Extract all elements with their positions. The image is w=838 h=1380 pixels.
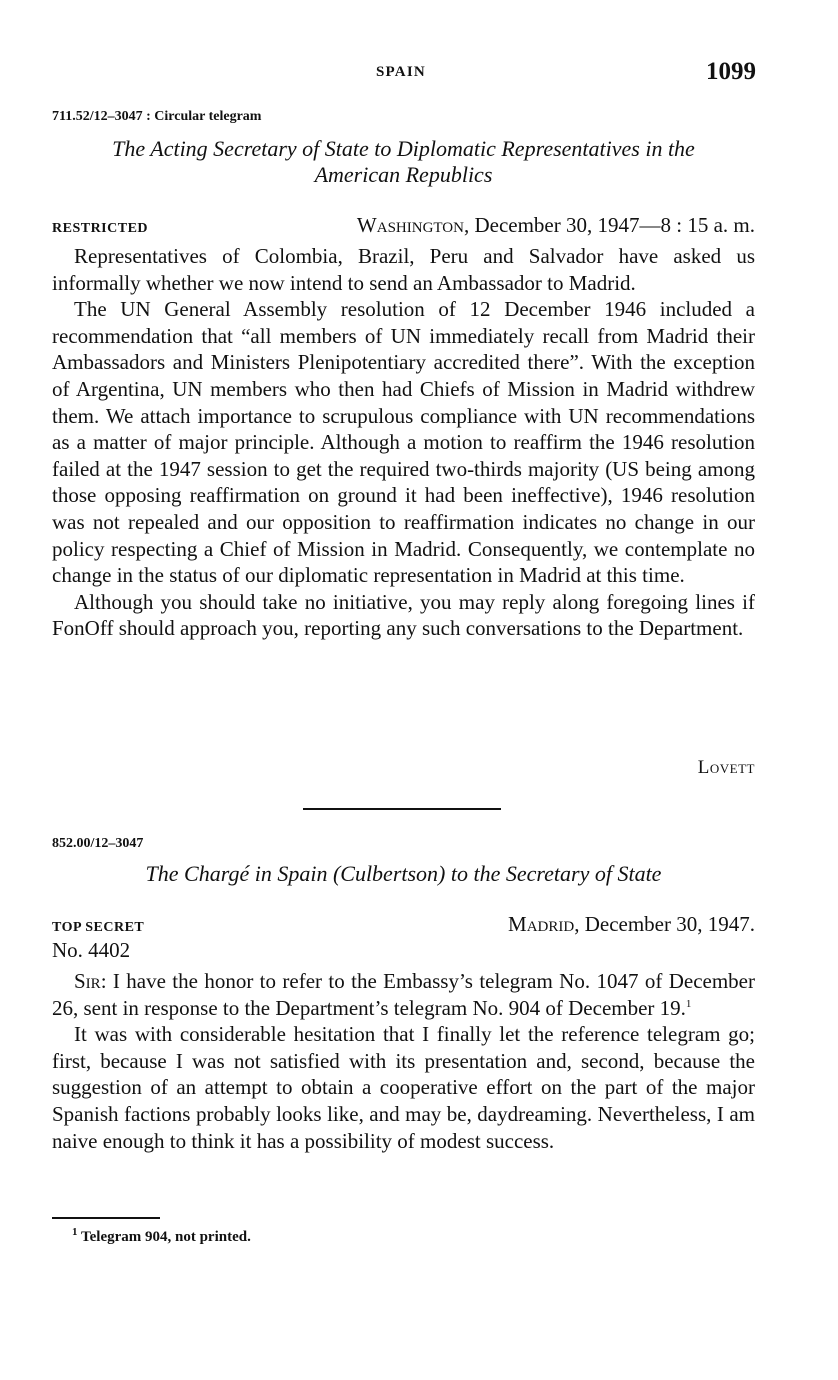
footnote-text: Telegram 904, not printed. — [80, 1229, 251, 1245]
doc2-title: The Chargé in Spain (Culbertson) to the Secretary of State — [145, 861, 662, 886]
footnote-rule — [52, 1217, 160, 1219]
doc2-dateline-date: December 30, 1947. — [584, 912, 755, 936]
section-divider — [303, 808, 501, 810]
doc1-dateline-place: Washington, — [356, 213, 470, 237]
doc2-header-row — [52, 912, 755, 937]
footnote-mark: 1 — [72, 1226, 78, 1238]
doc2-classification: TOP SECRET — [52, 920, 145, 935]
doc1-body — [52, 243, 755, 642]
doc2-paragraph-1 — [52, 968, 755, 1021]
doc2-paragraph-1-text: : I have the honor to refer to the Embassy’s telegram No. 1047 of December 26, sent in response to the Department’s telegram No. 904 of December 19. — [52, 969, 755, 1020]
footnote-reference-mark[interactable]: 1 — [685, 997, 692, 1010]
doc2-dateline — [508, 912, 755, 937]
doc1-title-line1: The Acting Secretary of State to Diplomatic Representatives in the — [112, 136, 695, 161]
doc1-file-reference: 711.52/12–3047 : Circular telegram — [52, 109, 262, 124]
doc2-file-reference: 852.00/12–3047 — [52, 836, 144, 851]
doc1-header-row — [52, 213, 755, 238]
doc1-dateline — [357, 213, 755, 238]
doc2-despatch-number: No. 4402 — [52, 938, 131, 962]
doc1-dateline-date: December 30, 1947—8 : 15 a. m. — [474, 213, 755, 237]
footnote — [72, 1226, 251, 1246]
running-head: SPAIN — [376, 64, 426, 80]
doc1-paragraph-3: Although you should take no initiative, you may reply along foregoing lines if FonOff should approach you, reporting any such conversations to the Department. — [52, 589, 755, 641]
doc1-classification: RESTRICTED — [52, 221, 149, 236]
page-number: 1099 — [706, 58, 756, 85]
doc2-body — [52, 968, 755, 1154]
doc1-paragraph-2: The UN General Assembly resolution of 12 December 1946 included a recommendation that “all members of UN immediately recall from Madrid their Ambassadors and Ministers Plenipotentiary accredited there”. With the exception of Argentina, UN members who then had Chiefs of Mission in Madrid withdrew them. We attach importance to scrupulous compliance with UN recommendations as a matter of major principle. Although a motion to reaffirm the 1946 resolution failed at the 1947 session to get the required two-thirds majority (US being among those opposing reaffirmation on ground it had been ineffective), 1946 resolution was not repealed and our opposition to reaffirmation indicates no change in our policy respecting a Chief of Mission in Madrid. Consequently, we contemplate no change in the status of our diplomatic representation in Madrid at this time. — [52, 297, 755, 588]
doc2-paragraph-2: It was with considerable hesitation that I finally let the reference telegram go; first, because I was not satisfied with its presentation and, second, because the suggestion of an attempt to obtain a cooperative effort on the part of the major Spanish factions probably looks like, and may be, daydreaming. Nevertheless, I am naive enough to think it has a possibility of modest success. — [52, 1022, 755, 1153]
doc1-title — [52, 136, 755, 188]
doc2-salutation: Sir — [74, 969, 101, 993]
doc1-title-line2: American Republics — [314, 162, 493, 187]
doc1-paragraph-1: Representatives of Colombia, Brazil, Peru and Salvador have asked us informally whether we now intend to send an Ambassador to Madrid. — [52, 244, 755, 295]
doc1-signature: Lovett — [697, 757, 755, 778]
doc2-dateline-place: Madrid, — [508, 912, 580, 936]
